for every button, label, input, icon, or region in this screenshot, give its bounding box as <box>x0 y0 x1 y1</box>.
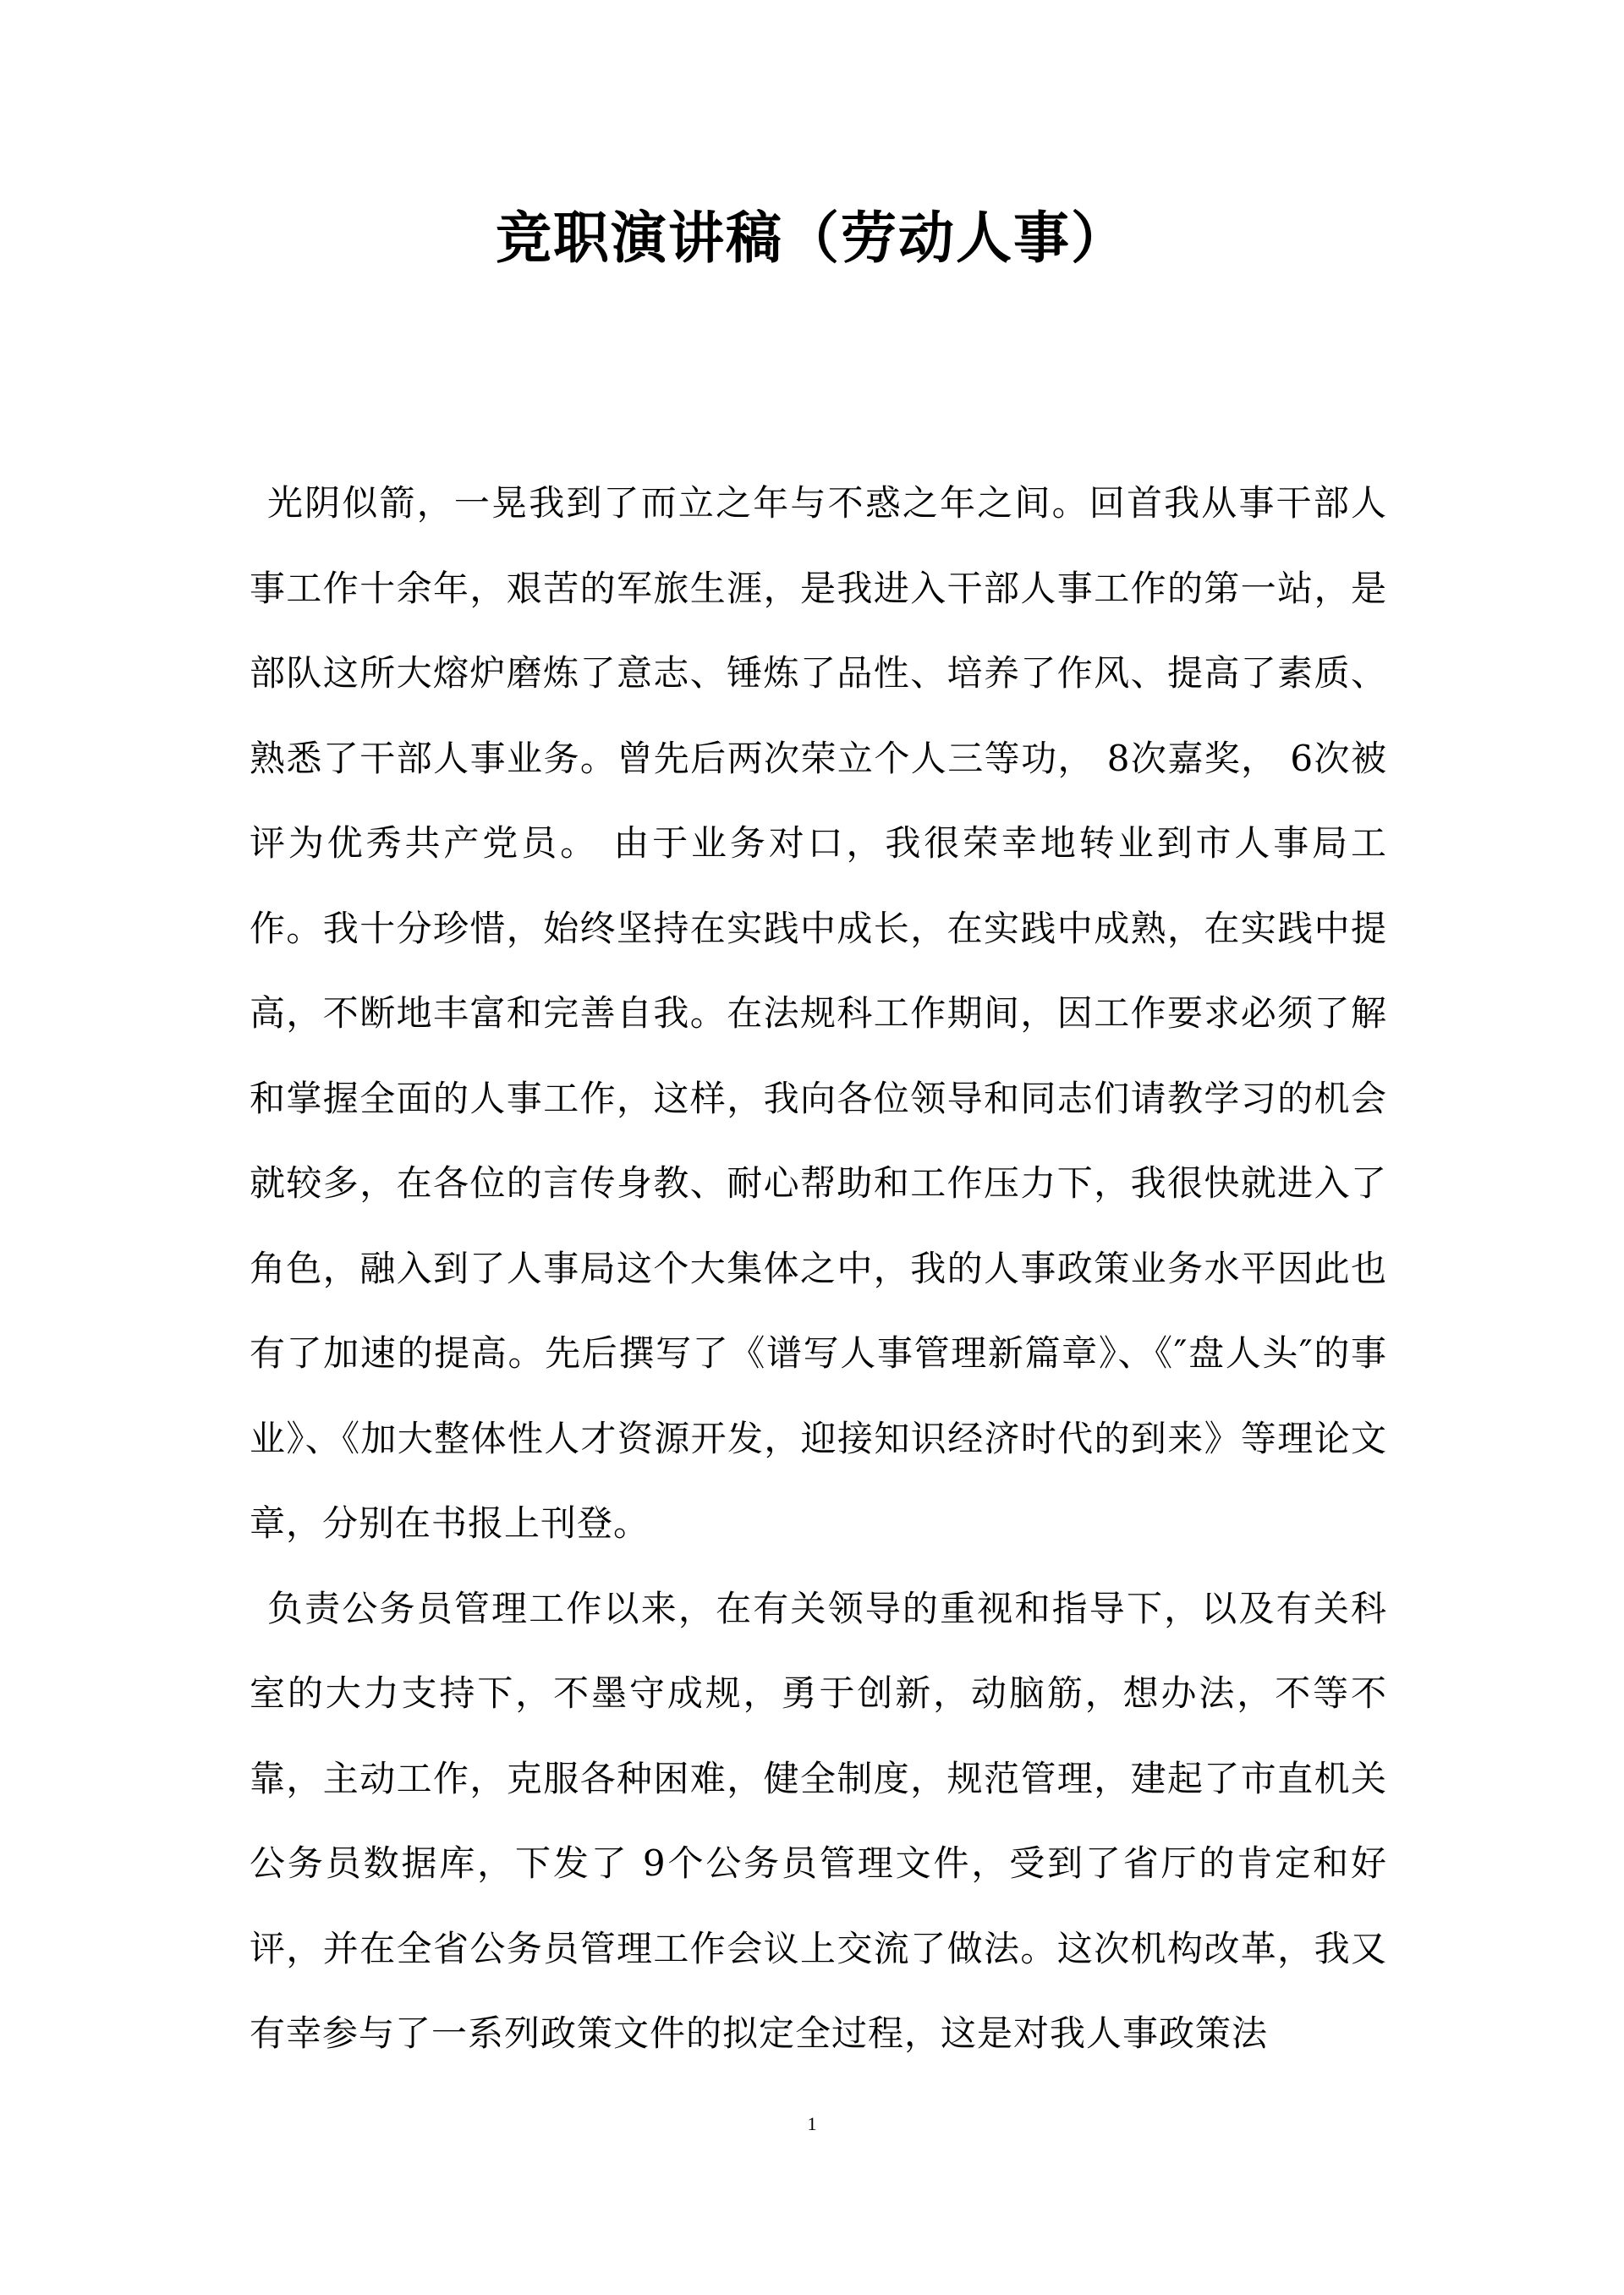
document-title: 竞职演讲稿（劳动人事） <box>496 205 1128 271</box>
paragraph-1: 光阴似箭，一晃我到了而立之年与不惑之年之间。回首我从事干部人事工作十余年，艰苦的军旅生涯，是我进入干部人事工作的第一站，是部队这所大熔炉磨炼了意志、锤炼了品性、培养了作风、提高了素质、熟悉了干部人事业务。曾先后两次荣立个人三等功， 8次嘉奖， 6次被评为优秀共产党员。 由于业务对口，我很荣幸地转业到市人事局工作。我十分珍惜，始终坚持在实践中成长，在实践中成熟，在实践中提高，不断地丰富和完善自我。在法规科工作期间，因工作要求必须了解和掌握全面的人事工作，这样，我向各位领导和同志们请教学习的机会就较多，在各位的言传身教、耐心帮助和工作压力下，我很快就进入了角色，融入到了人事局这个大集体之中，我的人事政策业务水平因此也有了加速的提高。先后撰写了《谱写人事管理新篇章》、《″盘人头″的事业》、《加大整体性人才资源开发，迎接知识经济时代的到来》等理论文章，分别在书报上刊登。 <box>250 482 1387 1544</box>
paragraph-2: 负责公务员管理工作以来，在有关领导的重视和指导下，以及有关科室的大力支持下，不墨守成规，勇于创新，动脑筋，想办法，不等不靠，主动工作，克服各种困难，健全制度，规范管理，建起了市直机关公务员数据库，下发了 9个公务员管理文件，受到了省厅的肯定和好评，并在全省公务员管理工作会议上交流了做法。这次机构改革，我又有幸参与了一系列政策文件的拟定全过程，这是对我人事政策法 <box>250 1587 1387 2054</box>
page-number: 1 <box>807 2113 817 2134</box>
document-body <box>250 461 1387 2077</box>
